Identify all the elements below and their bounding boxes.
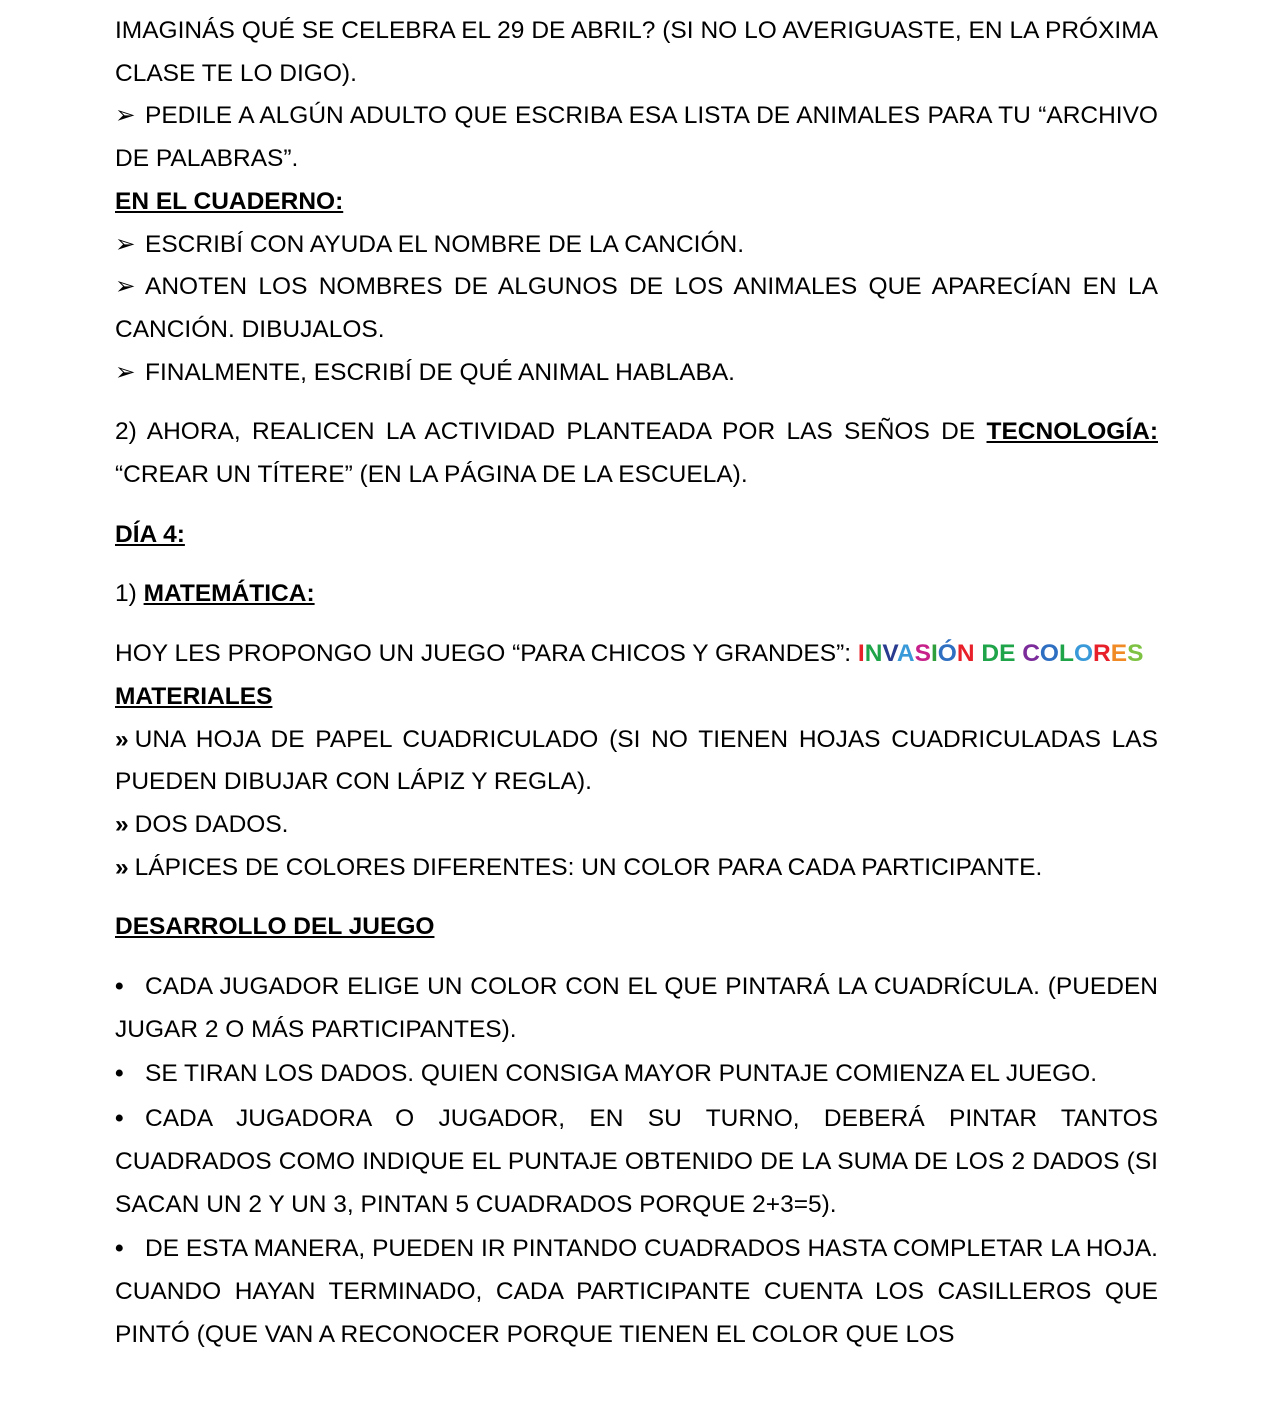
heading-dia-4: DÍA 4:: [115, 520, 185, 548]
which-animal-text: FINALMENTE, ESCRIBÍ DE QUÉ ANIMAL HABLABA.: [145, 358, 735, 386]
game-title-letter: N: [864, 640, 883, 668]
arrow-bullet-icon: ➢: [115, 102, 136, 130]
guillemet-bullet-icon: »: [115, 810, 129, 838]
rule-choose-color-text: CADA JUGADOR ELIGE UN COLOR CON EL QUE PINTARÁ LA CUADRÍCULA. (PUEDEN JUGAR 2 O MÁS PARTICIPANTES).: [115, 973, 1158, 1043]
game-title-letter: A: [896, 640, 915, 668]
paragraph-tecnologia: [115, 411, 1158, 496]
paragraph-adult-list: [115, 95, 1158, 180]
rule-item-complete-sheet: [115, 1228, 1158, 1356]
material-pencils-text: LÁPICES DE COLORES DIFERENTES: UN COLOR PARA CADA PARTICIPANTE.: [134, 853, 1043, 881]
game-title-invasion-de-colores: [858, 640, 1144, 667]
tecnologia-prefix: 2) AHORA, REALICEN LA ACTIVIDAD PLANTEADA POR LAS SEÑOS DE: [115, 418, 987, 446]
rule-item-roll-dice: [115, 1053, 1158, 1096]
dot-bullet-icon: •: [115, 1060, 124, 1088]
game-title-letter: I: [857, 640, 865, 668]
game-title-letter: R: [1093, 640, 1111, 668]
matematica-word: MATEMÁTICA:: [143, 580, 315, 608]
game-title-letter: O: [1039, 640, 1059, 668]
game-title-letter: V: [882, 640, 897, 668]
dot-bullet-icon: •: [115, 1105, 124, 1133]
matematica-number: 1): [115, 580, 144, 608]
material-dice-text: DOS DADOS.: [134, 810, 289, 838]
game-title-letter: C: [1022, 640, 1040, 668]
game-title-letter: L: [1058, 640, 1074, 668]
heading-en-el-cuaderno: EN EL CUADERNO:: [115, 187, 344, 215]
list-item-song-name: [115, 224, 1158, 267]
heading-matematica: [115, 573, 1158, 616]
guillemet-bullet-icon: »: [115, 725, 129, 753]
list-item-animals: [115, 266, 1158, 351]
material-item-dice: [115, 804, 1158, 847]
arrow-bullet-icon: ➢: [115, 358, 136, 386]
tecnologia-suffix: “CREAR UN TÍTERE” (EN LA PÁGINA DE LA ESCUELA).: [115, 461, 748, 489]
game-title-letter: I: [930, 640, 938, 668]
game-title-letter: N: [956, 640, 975, 668]
paragraph-game-intro: [115, 633, 1158, 676]
rule-paint-squares-text: CADA JUGADORA O JUGADOR, EN SU TURNO, DEBERÁ PINTAR TANTOS CUADRADOS COMO INDIQUE EL PUNTAJE OBTENIDO DE LA SUMA DE LOS 2 DADOS (SI SACAN UN 2 Y UN 3, PINTAN 5 CUADRADOS PORQUE 2+3=5).: [115, 1105, 1158, 1218]
material-item-pencils: [115, 847, 1158, 890]
list-item-which-animal: [115, 352, 1158, 395]
dot-bullet-icon: •: [115, 1235, 124, 1263]
paragraph-celebration: IMAGINÁS QUÉ SE CELEBRA EL 29 DE ABRIL? (SI NO LO AVERIGUASTE, EN LA PRÓXIMA CLASE TE LO DIGO).: [115, 17, 1158, 87]
game-title-letter: E: [1110, 640, 1128, 668]
rule-item-paint-squares: [115, 1098, 1158, 1226]
arrow-bullet-icon: ➢: [115, 273, 136, 301]
tecnologia-link-word: TECNOLOGÍA:: [986, 418, 1158, 446]
game-title-letter: O: [1073, 640, 1094, 668]
dot-bullet-icon: •: [115, 973, 124, 1001]
arrow-bullet-icon: ➢: [115, 230, 136, 258]
rule-item-choose-color: [115, 966, 1158, 1051]
heading-desarrollo-del-juego: DESARROLLO DEL JUEGO: [115, 913, 435, 941]
game-title-letter: D: [981, 640, 1000, 668]
game-title-letter: S: [1127, 640, 1144, 668]
song-name-text: ESCRIBÍ CON AYUDA EL NOMBRE DE LA CANCIÓN.: [145, 230, 745, 258]
game-title-letter: S: [914, 640, 931, 668]
material-item-paper: [115, 719, 1158, 804]
text-column: [115, 10, 1158, 1356]
material-paper-text: UNA HOJA DE PAPEL CUADRICULADO (SI NO TIENEN HOJAS CUADRICULADAS LAS PUEDEN DIBUJAR CON LÁPIZ Y REGLA).: [115, 725, 1158, 796]
rule-complete-sheet-text: DE ESTA MANERA, PUEDEN IR PINTANDO CUADRADOS HASTA COMPLETAR LA HOJA. CUANDO HAYAN TERMINADO, CADA PARTICIPANTE CUENTA LOS CASILLEROS QUE PINTÓ (QUE VAN A RECONOCER PORQUE TIENEN EL COLOR QUE LOS: [115, 1235, 1158, 1348]
game-intro-text: HOY LES PROPONGO UN JUEGO “PARA CHICOS Y GRANDES”:: [115, 640, 858, 668]
animals-text: ANOTEN LOS NOMBRES DE ALGUNOS DE LOS ANIMALES QUE APARECÍAN EN LA CANCIÓN. DIBUJALOS.: [115, 273, 1158, 343]
game-title-letter: E: [999, 640, 1016, 668]
game-title-letter: Ó: [937, 640, 957, 668]
guillemet-bullet-icon: »: [115, 853, 129, 881]
adult-list-text: PEDILE A ALGÚN ADULTO QUE ESCRIBA ESA LISTA DE ANIMALES PARA TU “ARCHIVO DE PALABRAS”.: [115, 102, 1158, 173]
rule-roll-dice-text: SE TIRAN LOS DADOS. QUIEN CONSIGA MAYOR PUNTAJE COMIENZA EL JUEGO.: [145, 1060, 1098, 1088]
heading-materiales: MATERIALES: [115, 682, 273, 710]
